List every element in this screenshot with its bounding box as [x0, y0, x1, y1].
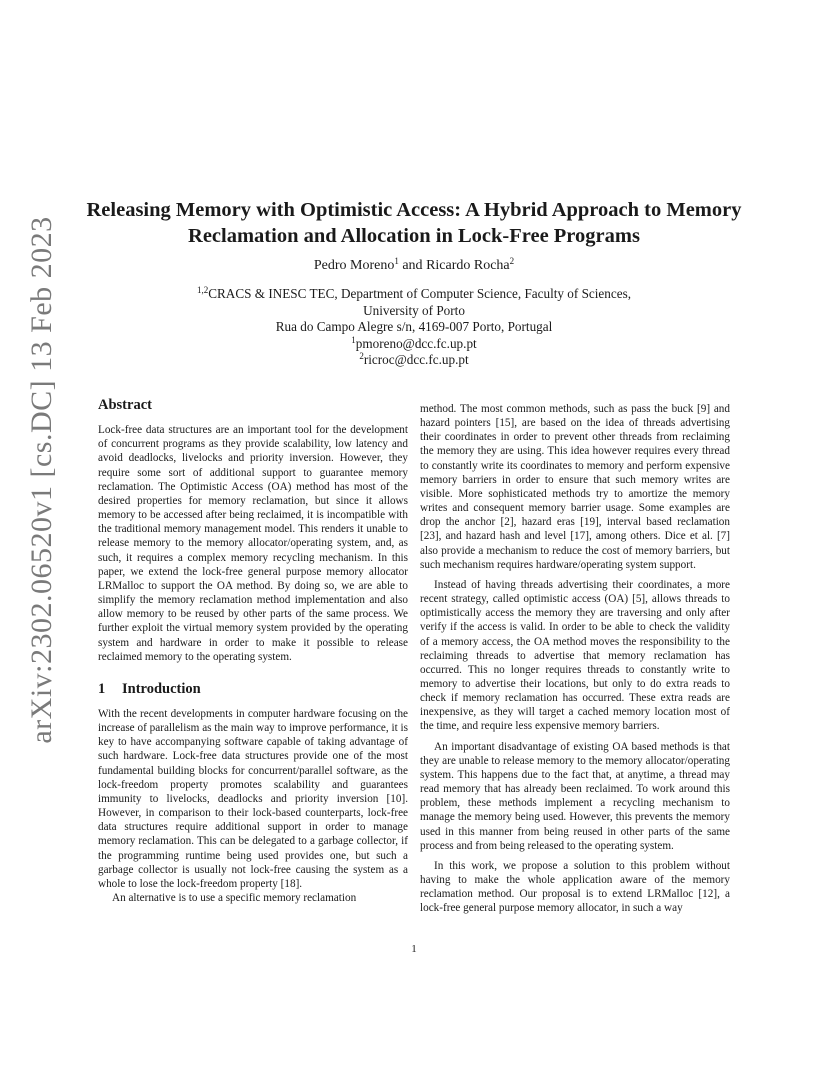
email-line	[60, 352, 768, 369]
author-superscript: 1	[394, 256, 399, 266]
affiliation-address: Rua do Campo Alegre s/n, 4169-007 Porto, Portugal	[275, 319, 553, 334]
body-paragraph: method. The most common methods, such as pass the buck [9] and hazard pointers [15], are based on the idea of threads advertising their coordinates in order to prevent other threads from reclaiming the memory they are using. This idea however requires every thread to constantly write its coordinates to memory and perform expensive memory barriers in order to ensure that such memory writes are visible. More sophisticated methods try to amortize the memory writes and consequent memory barrier usage. Some examples are drop the anchor [2], hazard eras [19], interval based reclamation [23], and hazard hash and level [17], among others. Dice et al. [7] also provide a mechanism to reduce the cost of memory barriers, but such mechanism requires hardware/operating system support.	[420, 403, 730, 571]
affiliation-block	[60, 286, 768, 369]
section-title: Introduction	[122, 680, 201, 697]
section-number: 1	[98, 680, 106, 697]
author-conjunction: and	[398, 258, 427, 273]
email-address: ricroc@dcc.fc.up.pt	[363, 352, 469, 367]
introduction-heading	[98, 682, 408, 696]
affiliation-department: CRACS & INESC TEC, Department of Computer Science, Faculty of Sciences,	[208, 286, 632, 301]
introduction-paragraph: With the recent developments in computer hardware focusing on the increase of parallelism as the main way to improve performance, it is key to have accompanying software capable of taking advantage of such hardware. Lock-free data structures provide one of the most fundamental building blocks for concurrent/parallel software, as the lock-freedom property promotes scalability and guarantees immunity to livelocks, deadlocks and priority inversion [10]. However, in comparison to their lock-based counterparts, lock-free data structures require additional support in order to manage memory reclamation. This can be delegated to a garbage collector, if the programming runtime being used provides one, but such a garbage collector is usually not lock-free causing the system as a whole to lose the lock-freedom property [18].	[98, 707, 408, 890]
abstract-heading: Abstract	[98, 397, 152, 413]
abstract-text: Lock-free data structures are an important tool for the development of concurrent programs as they provide scalability, low latency and avoid deadlocks, livelocks and priority inversion. However, they require some sort of additional support to guarantee memory reclamation. The Optimistic Access (OA) method has most of the desired properties for memory reclamation, but since it allows memory to be accessed after being reclaimed, it is incompatible with the traditional memory management model. This renders it unable to release memory to the memory allocator/operating system, and, as such, it requires a complex memory recycling mechanism. In this paper, we extend the lock-free general purpose memory allocator LRMalloc to support the OA method. By doing so, we are able to simplify the memory reclamation method implementation and also allow memory to be reused by other parts of the same process. We further exploit the virtual memory system provided by the operating system and hardware in order to make it possible to release reclaimed memory to the operating system.	[98, 424, 408, 663]
body-paragraph: In this work, we propose a solution to this problem without having to make the whole application aware of the memory reclamation method. Our proposal is to extend LRMalloc [12], a lock-free general purpose memory allocator, in such a way	[420, 859, 730, 915]
arxiv-identifier-text: arXiv:2302.06520v1 [cs.DC] 13 Feb 2023	[25, 216, 58, 744]
affiliation-line	[60, 286, 768, 303]
affiliation-superscript: 1,2	[196, 285, 209, 295]
email-line	[60, 336, 768, 353]
affiliation-university: University of Porto	[363, 302, 465, 318]
author-list	[60, 258, 768, 274]
page-number: 1	[411, 943, 417, 955]
email-superscript: 1	[351, 334, 356, 345]
paper-title: Releasing Memory with Optimistic Access: A Hybrid Approach to Memory Reclamation and Allocation in Lock-Free Programs	[86, 199, 742, 247]
body-paragraph: An important disadvantage of existing OA based methods is that they are unable to release memory to the memory allocator/operating system. This happens due to the fact that, at anytime, a thread may read memory that has already been reclaimed. To work around this problem, these methods implement a recycling mechanism to manage the memory being used. However, this prevents the memory used in this manner from being reused in other parts of the same process and from being released to the operating system.	[420, 740, 730, 852]
right-column	[420, 402, 730, 915]
introduction-paragraph: An alternative is to use a specific memory reclamation	[112, 892, 357, 904]
author-name: Pedro Moreno	[313, 258, 395, 273]
author-superscript: 2	[509, 256, 515, 266]
email-address: pmoreno@dcc.fc.up.pt	[355, 335, 477, 351]
body-paragraph: Instead of having threads advertising their coordinates, a more recent strategy, called optimistic access (OA) [5], allows threads to optimistically access the memory they are traversing and only after verify if the access is valid. In order to be able to check the validity of a memory access, the OA method moves the responsibility to the reclaiming threads to advertise that memory reclamation has occurred. This no longer requires threads to constantly write to memory to advertise their locations, but only to do extra reads to check if memory reclamation has occurred. These extra reads are inexpensive, as they will target a cached memory location most of the time, and require less expensive memory barriers.	[420, 578, 730, 733]
author-name: Ricardo Rocha	[426, 258, 510, 273]
left-column	[98, 398, 408, 905]
email-superscript: 2	[359, 351, 364, 361]
